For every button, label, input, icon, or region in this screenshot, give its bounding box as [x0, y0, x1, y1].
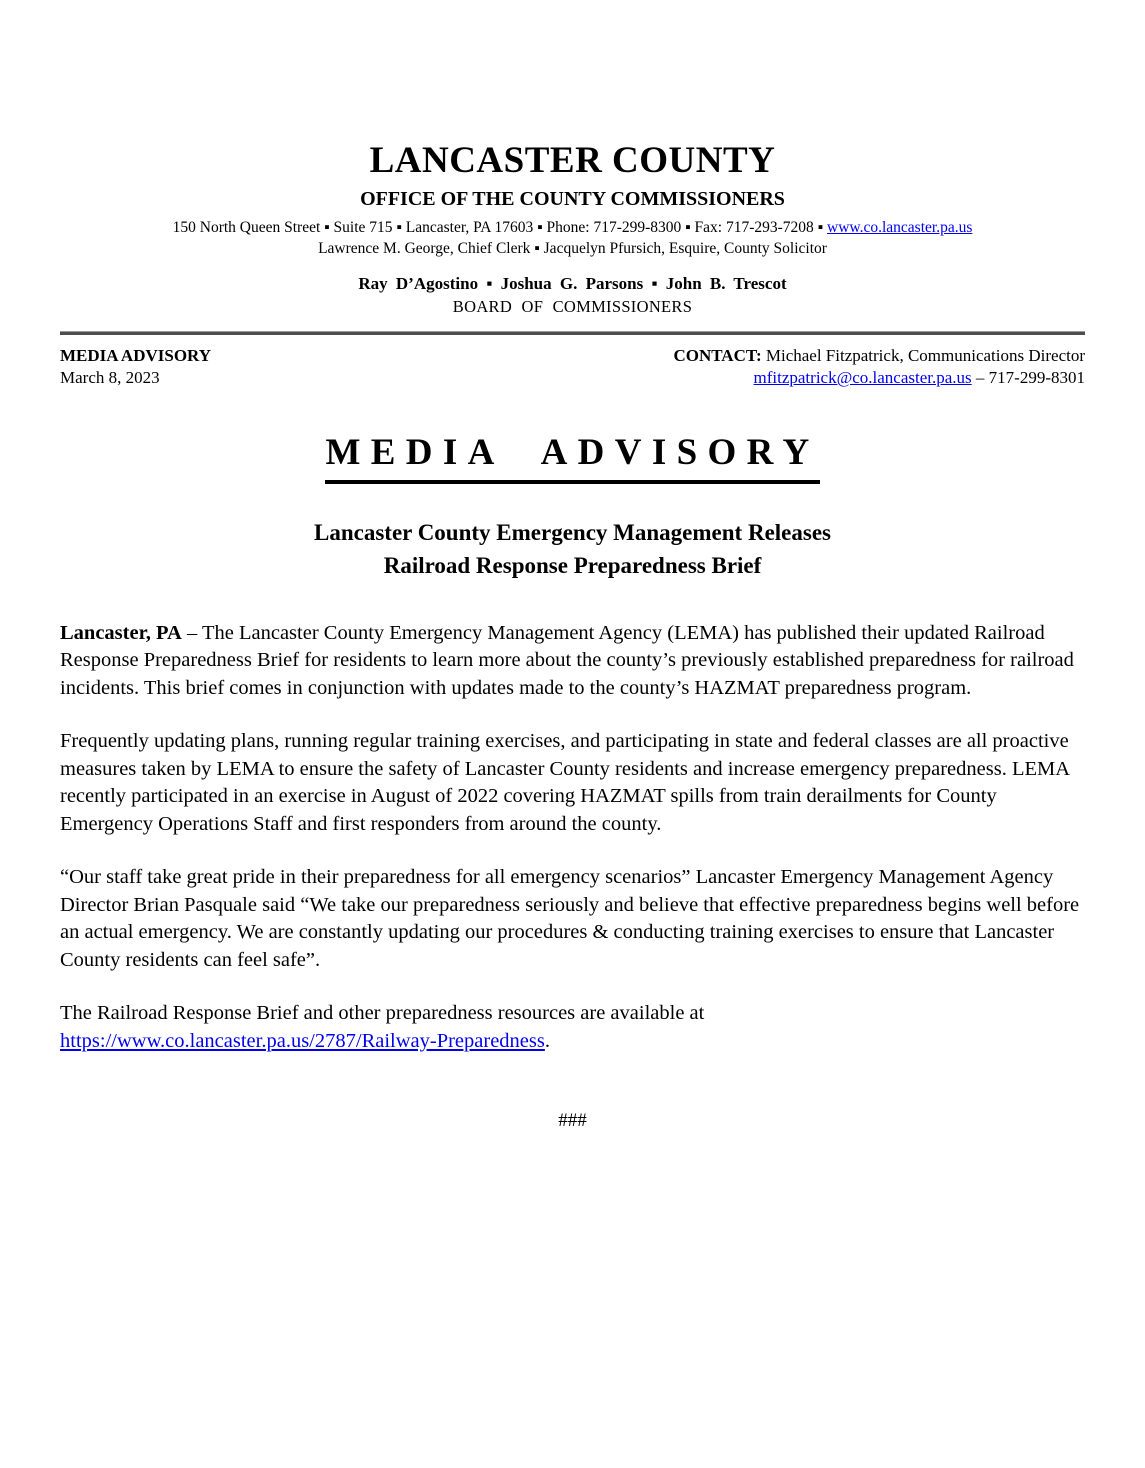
paragraph-1 — [60, 620, 1085, 703]
advisory-meta — [60, 345, 1085, 389]
address-line — [60, 218, 1085, 237]
paragraph-3: “Our staff take great pride in their preparedness for all emergency scenarios” Lancaster Emergency Management Agency Director Brian Pasquale said “We take our preparedness seriously and believe that effective preparedness begins well before an actual emergency. We are constantly updating our procedures & conducting training exercises to ensure that Lancaster County residents can feel safe”. — [60, 866, 1080, 971]
document-title-text: MEDIA ADVISORY — [325, 431, 819, 483]
paragraph-4-period: . — [544, 1029, 550, 1052]
contact-name: Michael Fitzpatrick, Communications Director — [761, 346, 1085, 366]
letterhead — [60, 140, 1085, 317]
paragraph-4-text: The Railroad Response Brief and other preparedness resources are available at — [60, 1002, 705, 1025]
contact-label: CONTACT: — [673, 346, 762, 366]
contact-line — [673, 345, 1085, 366]
headline — [60, 516, 1085, 582]
body-text — [60, 620, 1085, 1135]
clerks-line: Lawrence M. George, Chief Clerk ▪ Jacquelyn Pfursich, Esquire, County Solicitor — [318, 239, 827, 257]
address-text: 150 North Queen Street ▪ Suite 715 ▪ Lancaster, PA 17603 ▪ Phone: 717-299-8300 ▪ Fax: 717-293-7208 ▪ — [172, 218, 828, 236]
advisory-date: March 8, 2023 — [60, 368, 160, 388]
dateline: Lancaster, PA — [60, 621, 182, 644]
headline-line-1: Lancaster County Emergency Management Releases — [314, 519, 831, 545]
org-name: LANCASTER COUNTY — [369, 140, 776, 181]
contact-email-link[interactable]: mfitzpatrick@co.lancaster.pa.us — [753, 368, 972, 388]
website-link[interactable]: www.co.lancaster.pa.us — [827, 218, 973, 236]
media-advisory-label: MEDIA ADVISORY — [60, 346, 212, 366]
office-name: OFFICE OF THE COUNTY COMMISSIONERS — [360, 187, 785, 210]
paragraph-1-text: – The Lancaster County Emergency Management Agency (LEMA) has published their updated Railroad Response Preparedness Brief for residents to learn more about the county’s previously established preparedness for railroad incidents. This brief comes in conjunction with updates made to the county’s HAZMAT preparedness program. — [60, 621, 1074, 699]
paragraph-2: Frequently updating plans, running regular training exercises, and participating in state and federal classes are all proactive measures taken by LEMA to ensure the safety of Lancaster County residents and increase emergency preparedness. LEMA recently participated in an exercise in August of 2022 covering HAZMAT spills from train derailments for County Emergency Operations Staff and first responders from around the county. — [60, 730, 1069, 835]
advisory-meta-right — [673, 345, 1085, 389]
end-mark: ### — [558, 1110, 587, 1132]
commissioners-line: Ray D’Agostino ▪ Joshua G. Parsons ▪ John B. Trescot — [358, 274, 787, 294]
contact-phone: – 717-299-8301 — [971, 368, 1085, 388]
board-of-commissioners-label: BOARD OF COMMISSIONERS — [452, 296, 693, 316]
document-title — [60, 431, 1085, 483]
paragraph-4 — [60, 1000, 1085, 1055]
railway-preparedness-link[interactable]: https://www.co.lancaster.pa.us/2787/Railway-Preparedness — [60, 1029, 545, 1052]
headline-line-2: Railroad Response Preparedness Brief — [383, 552, 762, 578]
header-divider — [60, 331, 1085, 335]
advisory-meta-left — [60, 345, 211, 389]
contact-email-line — [673, 367, 1085, 388]
